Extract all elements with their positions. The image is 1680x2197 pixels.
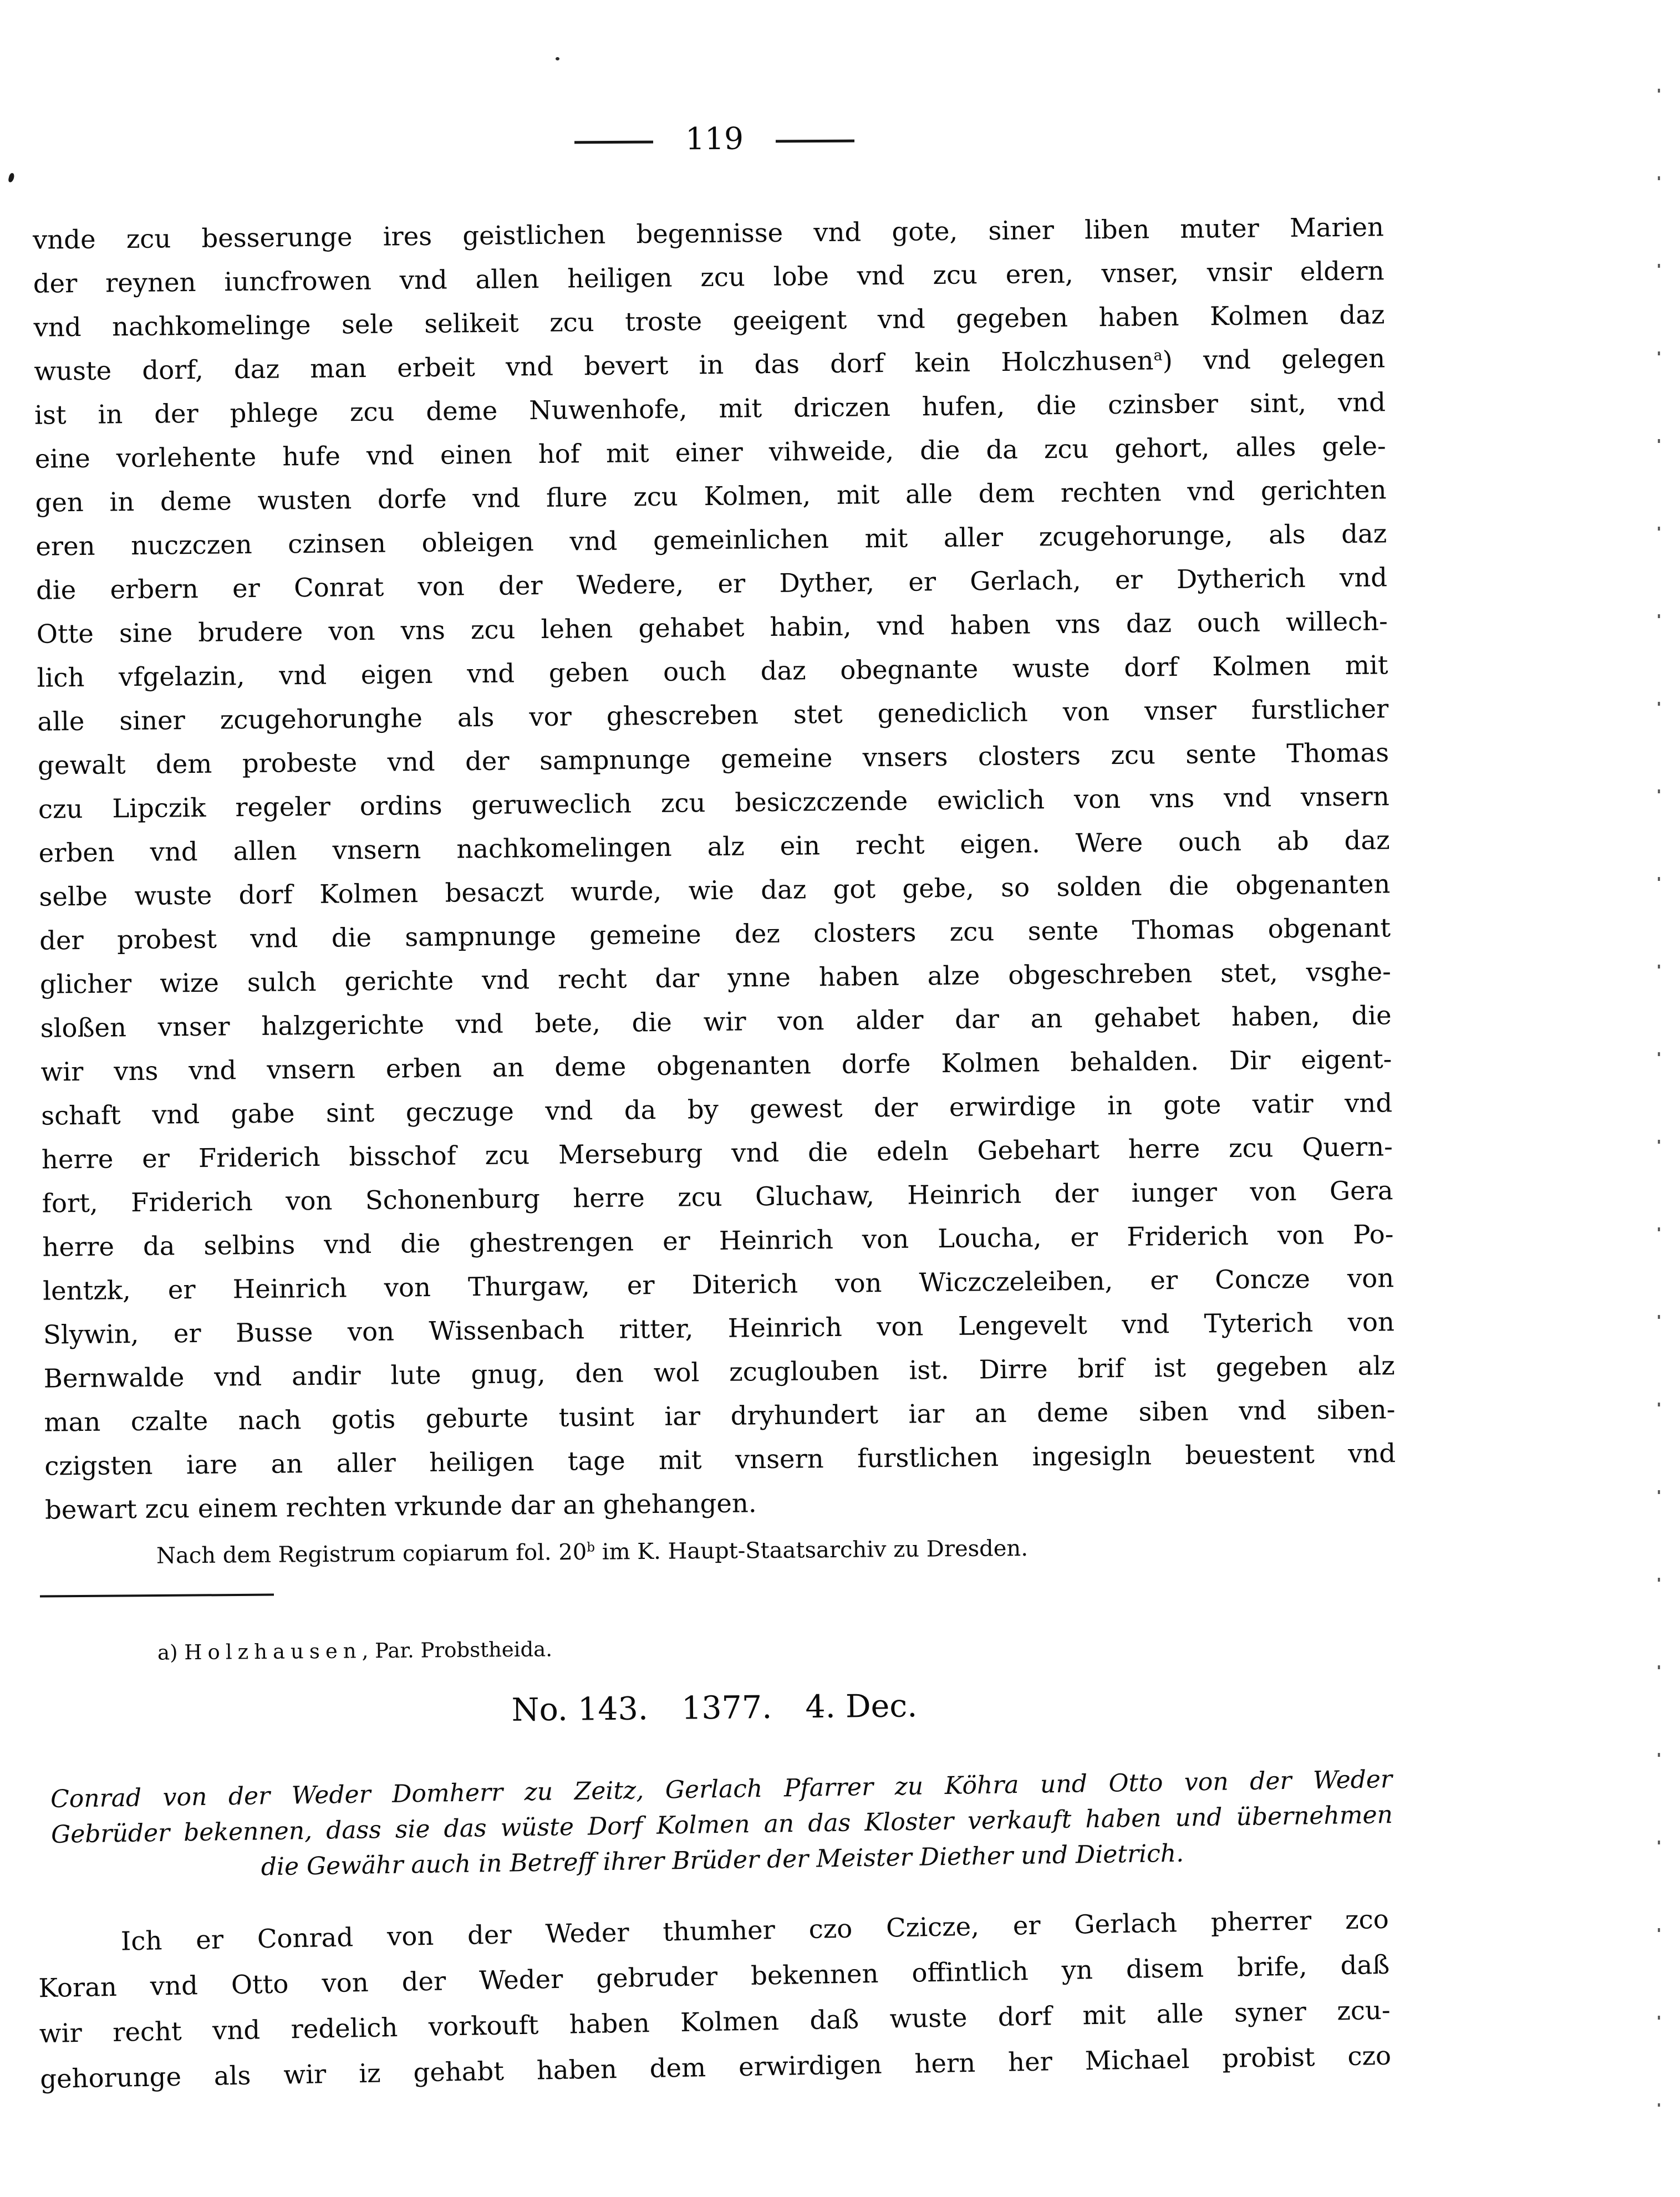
footnote-separator — [40, 1594, 274, 1598]
text-line: wir recht vnd redelich vorkouft haben Kolmen daß wuste dorf mit alle syner zcu- — [39, 1995, 1391, 2049]
text-line: lich vfgelazin, vnd eigen vnd geben ouch daz obegnante wuste dorf Kolmen mit — [37, 650, 1388, 693]
text-line: erben vnd allen vnsern nachkomelingen alz ein recht eigen. Were ouch ab daz — [38, 825, 1390, 868]
text-line: Otte sine brudere von vns zcu lehen gehabet habin, vnd haben vns daz ouch willech- — [36, 606, 1388, 649]
text-line: vnde zcu besserunge ires geistlichen begennisse vnd gote, siner liben muter Marien — [32, 212, 1384, 255]
text-line: die erbern er Conrat von der Wedere, er Dyther, er Gerlach, er Dytherich vnd — [35, 562, 1388, 605]
footnote-place-name: Holzhausen — [184, 1639, 362, 1665]
footnote-marker: a) — [157, 1640, 178, 1665]
page-number: 119 — [685, 120, 744, 157]
text-line: alle siner zcugehorunghe als vor ghescreben stet genediclich von vnser furstlicher — [37, 694, 1389, 737]
text-line: wir vns vnd vnsern erben an deme obgenanten dorfe Kolmen behalden. Dir eigent- — [40, 1044, 1392, 1087]
page-number-dash-left — [574, 140, 653, 144]
page-header — [39, 118, 1390, 160]
text-line: die Gewähr auch in Betreff ihrer Brüder der Meister Diether und Dietrich. — [261, 1839, 1184, 1882]
text-line: gehorunge als wir iz gehabt haben dem erwirdigen hern her Michael probist czo — [39, 2040, 1392, 2094]
charter-number: No. 143. — [511, 1690, 649, 1729]
text-line: Slywin, er Busse von Wissenbach ritter, Heinrich von Lengevelt vnd Tyterich von — [43, 1307, 1395, 1350]
charter-143-heading — [39, 1683, 1391, 1734]
text-line: czigsten iare an aller heiligen tage mit vnsern furstlichen ingesigln beuestent vnd — [44, 1438, 1396, 1481]
text-line: man czalte nach gotis geburte tusint iar dryhundert iar an deme siben vnd siben- — [44, 1394, 1396, 1438]
text-line: herre er Friderich bisschof zcu Merseburg vnd die edeln Gebehart herre zcu Quern- — [41, 1131, 1393, 1175]
text-line: wuste dorf, daz man erbeit vnd bevert in das dorf kein Holczhusen$^a$) vnd gelegen — [34, 343, 1386, 386]
charter-year: 1377. — [681, 1689, 772, 1727]
text-line: gen in deme wusten dorfe vnd flure zcu Kolmen, mit alle dem rechten vnd gerichten — [35, 475, 1387, 518]
text-line: eren nuczczen czinsen obleigen vnd gemeinlichen mit aller zcugehorunge, als daz — [35, 518, 1387, 562]
text-line: Conrad von der Weder Domherr zu Zeitz, Gerlach Pfarrer zu Köhra und Otto von der Weder — [50, 1765, 1393, 1813]
footnote-text: , Par. Probstheida. — [362, 1637, 553, 1663]
charter-143-summary — [50, 1762, 1394, 1888]
text-line: lentzk, er Heinrich von Thurgaw, er Diterich von Wiczczeleiben, er Concze von — [42, 1263, 1394, 1306]
text-line: schaft vnd gabe sint geczuge vnd da by gewest der erwirdige in gote vatir vnd — [40, 1088, 1393, 1131]
footnote — [157, 1630, 1377, 1664]
text-line: czu Lipczik regeler ordins geruweclich zcu besiczczende ewiclich von vns vnd vnsern — [38, 781, 1390, 824]
charter-143-body-text — [37, 1897, 1391, 2102]
text-line: fort, Friderich von Schonenburg herre zcu Gluchaw, Heinrich der iunger von Gera — [42, 1175, 1393, 1219]
charter-142-body-text — [33, 205, 1397, 1532]
text-line: der probest vnd die sampnunge gemeine dez closters zcu sente Thomas obgenant — [39, 913, 1391, 956]
text-line: herre da selbins vnd die ghestrengen er Heinrich von Loucha, er Friderich von Po- — [42, 1219, 1394, 1262]
text-line: gewalt dem probeste vnd der sampnunge gemeine vnsers closters zcu sente Thomas — [37, 737, 1389, 781]
source-note: Nach dem Registrum copiarum fol. 20$^b$ im K. Haupt-Staatsarchiv zu Dresden. — [156, 1535, 1029, 1569]
text-line: Koran vnd Otto von der Weder gebruder bekennen offintlich yn disem brife, daß — [38, 1949, 1390, 2004]
text-line: bewart zcu einem rechten vrkunde dar an ghehangen. — [44, 1488, 757, 1525]
scan-edge-artifact — [1658, 89, 1660, 2107]
text-line: der reynen iuncfrowen vnd allen heiligen zcu lobe vnd zcu eren, vnser, vnsir eldern — [33, 256, 1384, 299]
ink-speck — [556, 57, 559, 60]
text-line: glicher wize sulch gerichte vnd recht dar ynne haben alze obgeschreben stet, vsghe- — [39, 956, 1392, 1000]
page-number-dash-right — [776, 139, 854, 142]
text-line: vnd nachkomelinge sele selikeit zcu troste geeigent vnd gegeben haben Kolmen daz — [33, 299, 1385, 343]
text-line: sloßen vnser halzgerichte vnd bete, die wir von alder dar an gehabet haben, die — [40, 1000, 1392, 1043]
ink-speck — [8, 172, 15, 183]
charter-date: 4. Dec. — [805, 1688, 918, 1726]
text-line: Ich er Conrad von der Weder thumher czo Czicze, er Gerlach pherrer zco — [120, 1904, 1389, 1956]
text-line: ist in der phlege zcu deme Nuwenhofe, mit driczen hufen, die czinsber sint, vnd — [34, 387, 1386, 430]
text-line: Bernwalde vnd andir lute gnug, den wol zcuglouben ist. Dirre brif ist gegeben alz — [43, 1350, 1395, 1394]
text-line: eine vorlehente hufe vnd einen hof mit einer vihweide, die da zcu gehort, alles gele- — [34, 431, 1386, 474]
text-line: selbe wuste dorf Kolmen besaczt wurde, wie daz got gebe, so solden die obgenanten — [39, 869, 1391, 912]
text-line: Gebrüder bekennen, dass sie das wüste Dorf Kolmen an das Kloster verkauft haben und übernehmen — [50, 1801, 1393, 1849]
